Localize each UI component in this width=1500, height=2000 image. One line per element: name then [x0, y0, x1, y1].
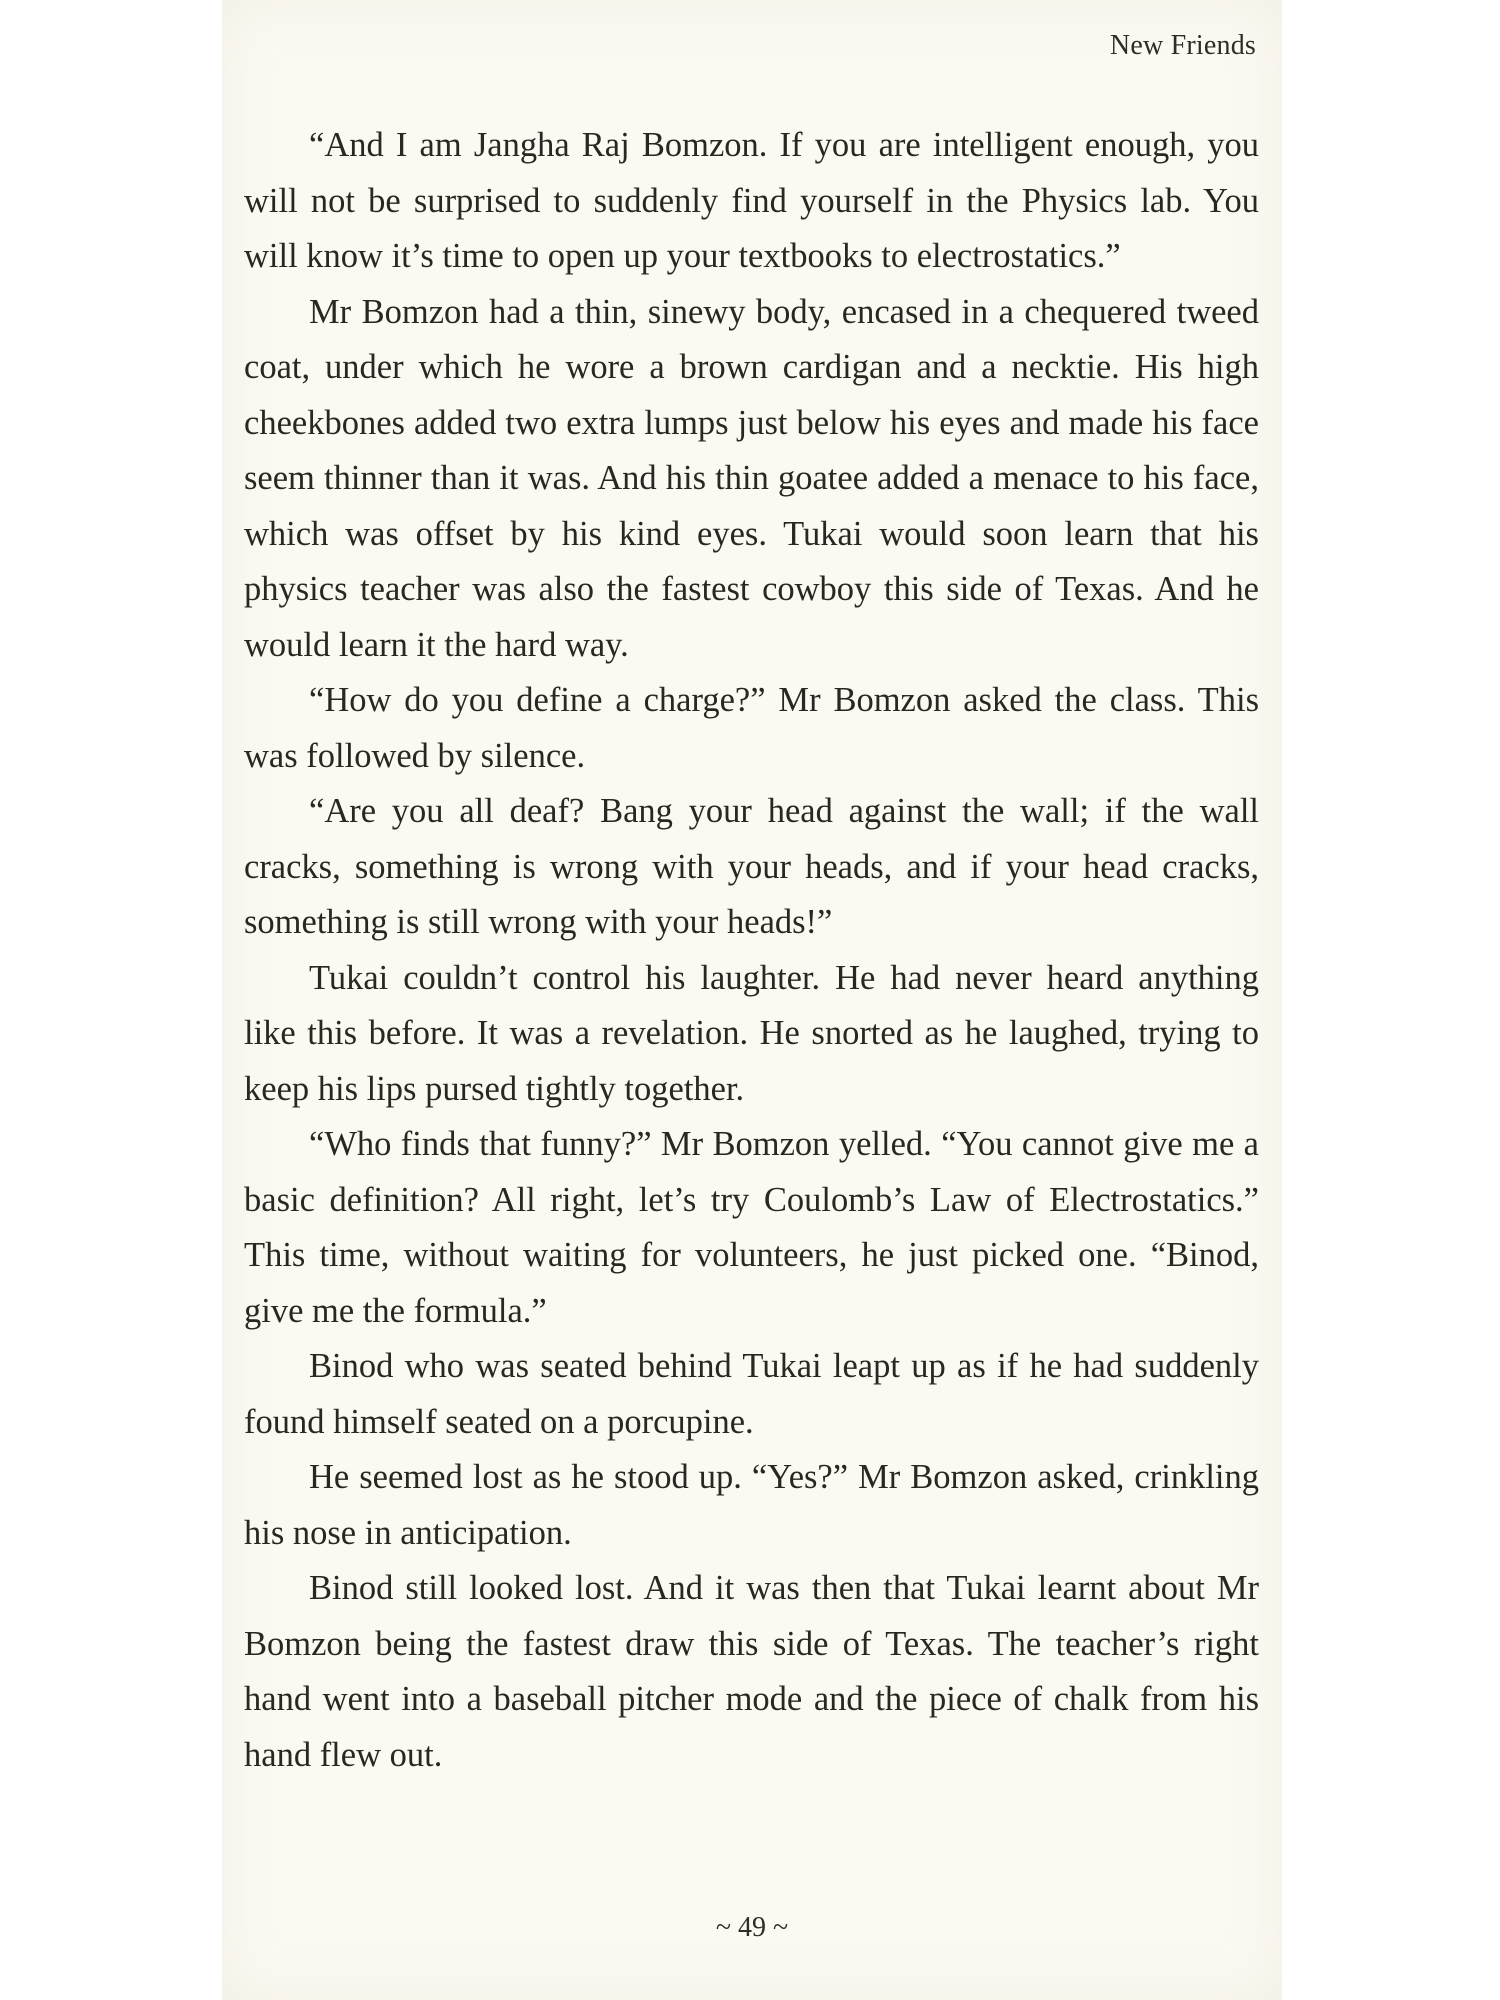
- paragraph: Binod who was seated behind Tukai leapt up as if he had suddenly found himself seated on a porcupine.: [244, 1347, 1259, 1441]
- paragraph: He seemed lost as he stood up. “Yes?” Mr Bomzon asked, crinkling his nose in anticipation.: [244, 1458, 1259, 1552]
- paragraph: Mr Bomzon had a thin, sinewy body, encased in a chequered tweed coat, under which he wore a brown cardigan and a necktie. His high cheekbones added two extra lumps just below his eyes and made his face seem thinner than it was. And his thin goatee added a menace to his face, which was offset by his kind eyes. Tukai would soon learn that his physics teacher was also the fastest cowboy this side of Texas. And he would learn it the hard way.: [244, 292, 1259, 664]
- body-text: [244, 118, 1259, 1783]
- paragraph: “Who finds that funny?” Mr Bomzon yelled. “You cannot give me a basic definition? All right, let’s try Coulomb’s Law of Electrostatics.” This time, without waiting for volunteers, he just picked one. “Binod, give me the formula.”: [244, 1125, 1259, 1330]
- paragraph: “Are you all deaf? Bang your head against the wall; if the wall cracks, something is wrong with your heads, and if your head cracks, something is still wrong with your heads!”: [244, 792, 1259, 941]
- paragraph: “And I am Jangha Raj Bomzon. If you are intelligent enough, you will not be surprised to suddenly find yourself in the Physics lab. You will know it’s time to open up your textbooks to electrostatics.”: [244, 126, 1259, 275]
- running-head: New Friends: [1109, 30, 1256, 61]
- book-page: [222, 0, 1282, 2000]
- paragraph: “How do you define a charge?” Mr Bomzon asked the class. This was followed by silence.: [244, 681, 1259, 775]
- paragraph: Binod still looked lost. And it was then that Tukai learnt about Mr Bomzon being the fastest draw this side of Texas. The teacher’s right hand went into a baseball pitcher mode and the piece of chalk from his hand flew out.: [244, 1569, 1259, 1774]
- paragraph: Tukai couldn’t control his laughter. He had never heard anything like this before. It was a revelation. He snorted as he laughed, trying to keep his lips pursed tightly together.: [244, 958, 1259, 1108]
- page-number: ~ 49 ~: [715, 1912, 789, 1943]
